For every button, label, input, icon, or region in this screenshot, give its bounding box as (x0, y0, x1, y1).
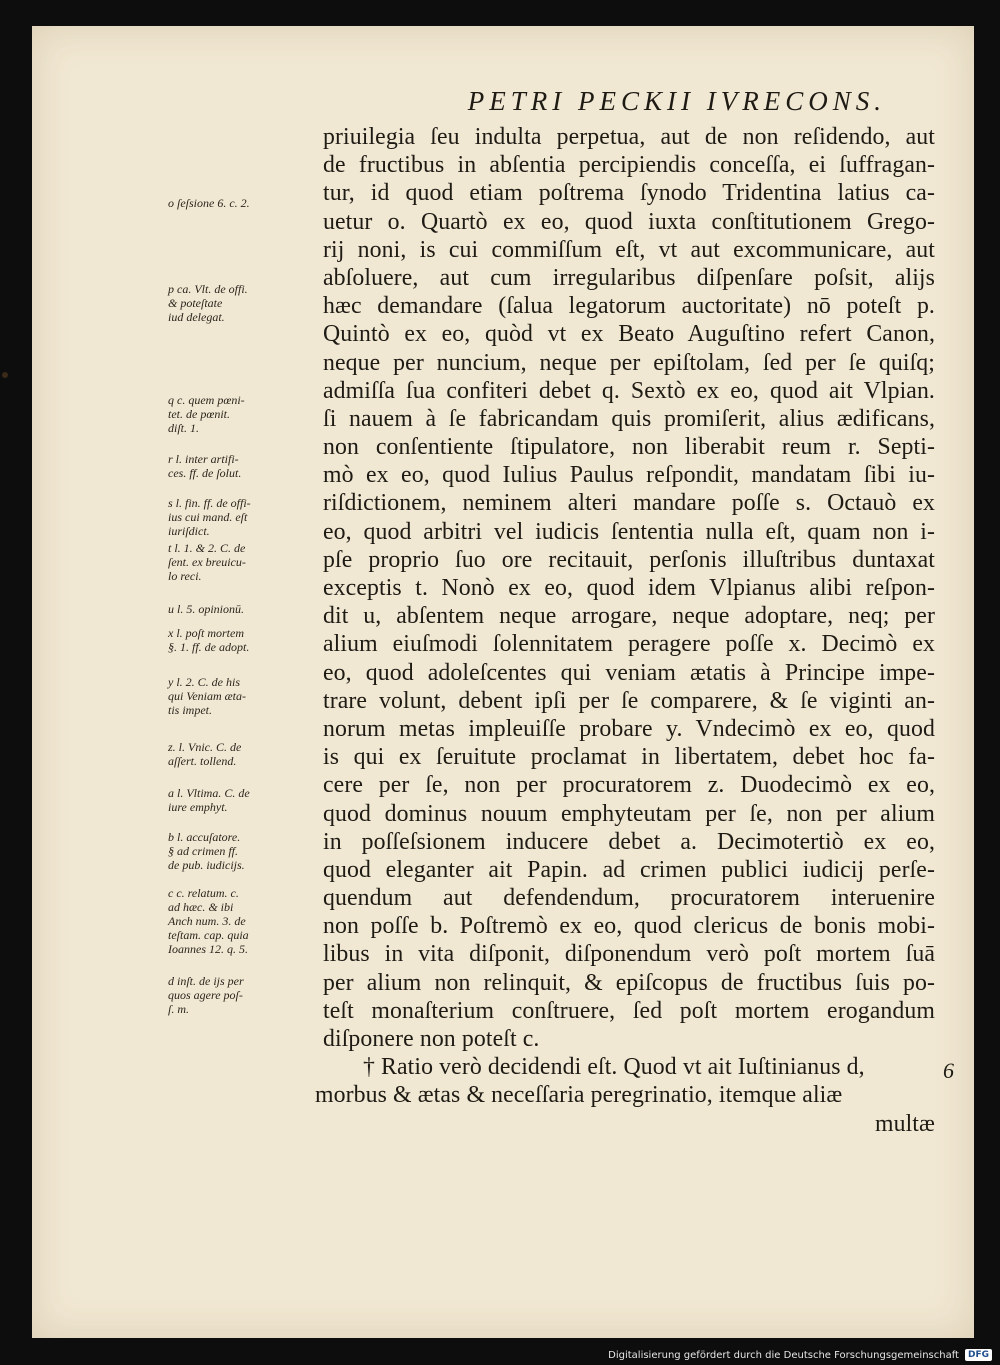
margin-note-line: y l. 2. C. de his (168, 675, 240, 689)
margin-note-line: s l. fin. ff. de offi- (168, 496, 251, 510)
text-line: rij noni, is cui commiſſum eſt, vt aut excommunicare, aut (323, 236, 935, 263)
text-line: multæ (874, 1110, 935, 1137)
margin-note-line: §. 1. ff. de adopt. (168, 640, 250, 654)
margin-note-line: z. l. Vnic. C. de (168, 740, 242, 754)
margin-note-line: qui Veniam æta- (168, 689, 246, 703)
main-text (315, 123, 935, 1138)
text-line: exceptis t. Nonò ex eo, quod idem Vlpianus alibi reſpon- (323, 575, 935, 601)
margin-note (168, 282, 326, 324)
text-line: Quintò ex eo, quòd vt ex Beato Auguſtino refert Canon, (323, 321, 935, 348)
margin-note-line: de pub. iudicijs. (168, 858, 245, 872)
margin-note (168, 886, 326, 956)
margin-note-line: u l. 5. opinionū. (168, 602, 245, 616)
text-line: eo, quod adoleſcentes qui veniam ætatis à Principe impe- (323, 659, 935, 686)
footer-text: Digitalisierung gefördert durch die Deutsche Forschungsgemeinschaft (608, 1349, 959, 1361)
margin-note-line: ius cui mand. eſt (168, 510, 248, 524)
margin-note-line: Ioannes 12. q. 5. (168, 942, 248, 956)
section-number: 6 (943, 1058, 954, 1083)
margin-note-line: t l. 1. & 2. C. de (168, 541, 246, 555)
margin-note (168, 974, 326, 1016)
text-line: per alium non relinquit, & epiſcopus de fructibus ſuis po- (323, 969, 935, 996)
margin-note-line: b l. accuſatore. (168, 830, 241, 844)
margin-note (168, 541, 326, 583)
margin-note (168, 496, 326, 538)
margin-note-line: ces. ff. de ſolut. (168, 466, 242, 480)
margin-note-line: tis impet. (168, 703, 212, 717)
text-line: tur, id quod etiam poſtrema ſynodo Tridentina latius ca- (323, 180, 935, 207)
margin-note-line: teſtam. cap. quia (168, 928, 249, 942)
text-line: riſdictionem, neminem alteri mandare poſſe s. Octauò ex (323, 490, 935, 517)
dfg-logo-icon: DFG (965, 1349, 992, 1361)
margin-note-line: Anch num. 3. de (168, 914, 246, 928)
text-line: morbus & ætas & neceſſaria peregrinatio, itemque aliæ (315, 1082, 843, 1109)
text-line: quod dominus nouum emphyteutam per ſe, non per alium (323, 800, 935, 827)
margin-note (168, 602, 326, 616)
text-line: in poſſeſsionem inducere debet a. Decimotertiò ex eo, (323, 828, 935, 855)
margin-note (168, 830, 326, 872)
text-line: abſoluere, aut cum irregularibus diſpenſare poſsit, alijs (323, 264, 935, 291)
text-line: non poſſe b. Poſtremò ex eo, quod clericus de bonis mobi- (323, 913, 935, 940)
margin-note-line: a l. Vltima. C. de (168, 786, 250, 800)
text-line: mò ex eo, quod Iulius Paulus reſpondit, mandatam ſibi iu- (323, 462, 935, 489)
margin-note (168, 786, 326, 814)
text-line: neque per nuncium, neque per epiſtolam, ſed per ſe quiſq; (323, 349, 935, 376)
margin-note-line: o ſeſsione 6. c. 2. (168, 196, 250, 210)
text-line: uetur o. Quartò ex eo, quod iuxta conſtitutionem Grego- (323, 208, 935, 235)
text-line: non conſentiente ſtipulatore, non liberabit reum r. Septi- (323, 434, 935, 461)
text-line: priuilegia ſeu indulta perpetua, aut de non reſidendo, aut (323, 124, 935, 150)
margin-note-line: ſent. ex breuicu- (168, 555, 246, 569)
text-line: de fructibus in abſentia percipiendis conceſſa, ei ſuffragan- (323, 152, 935, 179)
margin-note-line: aſſert. tollend. (168, 754, 237, 768)
margin-note-line: x l. poſt mortem (168, 626, 244, 640)
text-line: diſponere non poteſt c. (323, 1026, 540, 1052)
running-header: PETRI PECKII IVRECONS. (467, 86, 886, 116)
margin-note-line: diſt. 1. (168, 421, 200, 435)
margin-note-line: tet. de pœnit. (168, 407, 230, 421)
text-line: admiſſa ſua confiteri debet q. Sextò ex eo, quod ait Vlpian. (323, 377, 935, 404)
text-line: is qui ex ſeruitute proclamat in libertatem, debet hoc fa- (323, 744, 935, 771)
text-line: dit u, abſentem neque arrogare, neque adoptare, neq; per (323, 603, 935, 630)
margin-note-line: & poteſtate (168, 296, 223, 310)
text-line: cere per ſe, non per procuratorem z. Duodecimò ex eo, (323, 772, 935, 799)
binding-mark (2, 372, 8, 378)
text-line: † Ratio verò decidendi eſt. Quod vt ait Iuſtinianus d, (363, 1054, 865, 1081)
text-line: eo, quod arbitri vel iudicis ſententia nulla eſt, quam non i- (323, 518, 935, 545)
margin-note (168, 393, 326, 435)
margin-note-line: lo reci. (168, 569, 202, 583)
margin-note-line: r l. inter artifi- (168, 452, 239, 466)
text-line: libus in vita diſponit, diſponendum verò poſt mortem ſuā (323, 941, 935, 968)
text-line: quod eleganter ait Papin. ad crimen publici iudicij perſe- (323, 856, 935, 883)
margin-note (168, 675, 326, 717)
text-line: ſi nauem à ſe fabricandam quis promiſerit, alius ædificans, (323, 405, 935, 432)
margin-note-line: q c. quem pœni- (168, 393, 245, 407)
margin-note (168, 626, 326, 654)
margin-note-line: quos agere poſ- (168, 988, 243, 1002)
margin-note-line: iuriſdict. (168, 524, 210, 538)
margin-note-line: p ca. Vlt. de offi. (168, 282, 248, 296)
margin-note (168, 740, 326, 768)
margin-note-line: d inſt. de ijs per (168, 974, 244, 988)
margin-note-line: c c. relatum. c. (168, 886, 239, 900)
text-line: quendum aut defendendum, procuratorem interuenire (323, 885, 935, 912)
margin-note-line: ad hæc. & ibi (168, 900, 234, 914)
text-line: hæc demandare (ſalua legatorum auctoritate) nō poteſt p. (323, 293, 935, 320)
footer-credit (608, 1349, 992, 1361)
book-page (32, 26, 974, 1338)
text-line: teſt monaſterium conſtruere, ſed poſt mortem erogandum (323, 997, 935, 1024)
text-line: pſe proprio ſuo ore recitauit, perſonis illuſtribus duntaxat (323, 546, 935, 573)
margin-note (168, 196, 326, 210)
text-line: alium eiuſmodi ſolennitatem peragere poſſe x. Decimò ex (323, 631, 935, 658)
text-line: trare volunt, debent ipſi per ſe comparere, & ſe viginti an- (323, 687, 935, 714)
margin-note-line: iure emphyt. (168, 800, 228, 814)
margin-note-line: ſ. m. (168, 1002, 189, 1016)
margin-note (168, 452, 326, 480)
margin-note-line: § ad crimen ff. (168, 844, 238, 858)
margin-note-line: iud delegat. (168, 310, 225, 324)
text-line: norum metas impleuiſſe probare y. Vndecimò ex eo, quod (323, 715, 935, 742)
